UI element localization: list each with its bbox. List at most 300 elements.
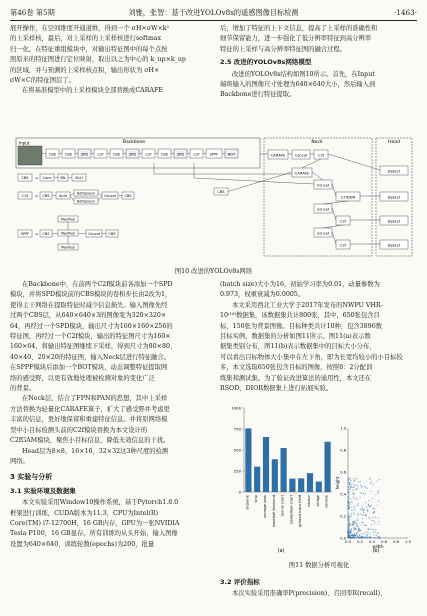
scatter-point (350, 516, 351, 517)
scatter-point (365, 502, 366, 503)
scatter-y-tick-label: 0.2 (340, 514, 346, 519)
scatter-point (357, 503, 358, 504)
scatter-point (374, 522, 375, 523)
scatter-point (359, 537, 360, 538)
scatter-point (371, 491, 372, 492)
scatter-point (367, 510, 368, 511)
scatter-point (356, 532, 357, 533)
scatter-point (369, 537, 370, 538)
scatter-point (354, 533, 355, 534)
scatter-point (365, 535, 366, 536)
paragraph-line: 本文实验采用Window10操作系统，基于Pytorch1.8.0 (22, 499, 179, 507)
scatter-point (356, 520, 357, 521)
scatter-point (349, 494, 350, 495)
scatter-point (351, 502, 352, 503)
header-rule (10, 20, 417, 21)
scatter-point (368, 528, 369, 529)
left-column-middle (10, 280, 206, 550)
scatter-point (351, 534, 352, 535)
scatter-point (351, 537, 352, 538)
bar-storage-tank (263, 437, 269, 492)
scatter-point (373, 520, 374, 521)
paragraph-line: 特征的上采样与高分辨率特征图的融合过程。 (220, 45, 346, 53)
bar-category-label: basketball court (289, 495, 294, 524)
scatter-point (367, 509, 368, 510)
scatter-point (368, 504, 369, 505)
scatter-point (353, 536, 354, 537)
scatter-x-tick-label: 0.2 (357, 540, 363, 544)
scatter-point (349, 482, 350, 483)
scatter-point (377, 492, 378, 493)
scatter-point (351, 480, 352, 481)
scatter-point (353, 486, 354, 487)
scatter-point (353, 523, 354, 524)
scatter-plot (335, 427, 412, 550)
paragraph-line: 模块，并将SPD模块前的CBS模块的卷积步长由2改为1， (10, 291, 172, 299)
bar-category-label: ground track field (298, 495, 303, 527)
scatter-point (352, 522, 353, 523)
scatter-point (377, 505, 378, 506)
backbone-block-label: CBS (48, 152, 57, 157)
scatter-point (377, 536, 378, 537)
scatter-point (348, 505, 349, 506)
scatter-point (356, 537, 357, 538)
scatter-point (349, 519, 350, 520)
scatter-point (375, 494, 376, 495)
scatter-point (361, 492, 362, 493)
scatter-point (370, 478, 371, 479)
scatter-point (377, 537, 378, 538)
paragraph-line: Tesla P100，16 GB显存。所有训练均从头开始，输入图像 (10, 530, 178, 538)
paragraph-line: 目标实例，数据集的分析如图11所示。图11(a)表示数 (220, 333, 371, 341)
scatter-point (359, 528, 360, 529)
scatter-point (362, 518, 363, 519)
scatter-point (360, 485, 361, 486)
scatter-y-tick-label: 1.0 (340, 426, 346, 431)
concat-2-text: Concat (316, 183, 330, 188)
paragraph-line: 归一化，在特征重组模块中，对输出特征图中的每个点按 (10, 45, 168, 53)
subfigure-a-label: (a) (277, 548, 285, 554)
scatter-point (378, 521, 379, 522)
scatter-point (353, 487, 354, 488)
scatter-point (354, 529, 355, 530)
paragraph-line: 特征图，再经过一个C2f模块，输出的特征图尺寸为160× (10, 333, 171, 341)
svg-text:MaxPool: MaxPool (60, 231, 76, 236)
paragraph-line: 丰富的信息，更好地保留和重建特征信息。并将原网络模 (10, 416, 168, 424)
scatter-point (347, 535, 348, 536)
scatter-point (379, 479, 380, 480)
backbone-block-label: C2f (145, 152, 152, 157)
scatter-point (378, 537, 379, 538)
scatter-point (353, 506, 354, 507)
paragraph-line: 照原来的特征图进行定位映射，取出以之为中心的 k_up×k_up (10, 56, 186, 64)
scatter-point (351, 487, 352, 488)
input-image-icon (18, 146, 42, 165)
paragraph-line: 10⁽¹⁶⁾数据集，该数据集共计800张，其中，650张包含目 (220, 312, 380, 320)
paragraph-line: σW×C的特征图层了。 (10, 77, 75, 85)
scatter-point (347, 497, 348, 498)
backbone-block-label: SPD (128, 152, 137, 157)
detect-1-text: Detect (387, 168, 401, 174)
scatter-x-label: width (372, 544, 384, 549)
scatter-point (358, 527, 359, 528)
svg-text:Bottleneck: Bottleneck (76, 191, 96, 196)
backbone-block-label: SPPF (209, 152, 219, 157)
svg-text:MaxPool: MaxPool (60, 245, 76, 250)
scatter-point (363, 493, 364, 494)
scatter-point (348, 492, 349, 493)
svg-text:CBS: CBS (42, 194, 50, 198)
scatter-point (354, 522, 355, 523)
scatter-point (358, 481, 359, 482)
scatter-point (356, 525, 357, 526)
svg-text:Split: Split (59, 194, 67, 198)
head-label: Head (388, 140, 400, 145)
scatter-point (363, 522, 364, 523)
scatter-point (361, 524, 362, 525)
paragraph-line: C2fGAM模块，聚焦小目标信息，降低无效信息的干扰。 (10, 437, 170, 445)
neck-label: Neck (311, 140, 323, 145)
svg-text:Concat: Concat (104, 194, 116, 198)
scatter-point (366, 507, 367, 508)
paragraph-line: 络的感受野，以更有效地处理被检测对象的变化广泛 (10, 374, 155, 382)
paragraph-line: 在Neck层，结合了FPN和PAN的思想，其中上采样 (22, 395, 168, 403)
scatter-point (360, 481, 361, 482)
right-column-top (220, 24, 418, 101)
bar-y-tick-label: 500 (233, 447, 241, 453)
carafe-2-text: CARAFE (294, 170, 310, 176)
scatter-point (376, 535, 377, 536)
scatter-point (360, 514, 361, 515)
scatter-point (353, 512, 354, 513)
scatter-point (367, 537, 368, 538)
scatter-point (347, 519, 348, 520)
scatter-point (363, 512, 364, 513)
scatter-point (349, 525, 350, 526)
svg-text:CBS: CBS (42, 232, 50, 236)
backbone-block-label: C2f (97, 152, 104, 157)
bar-category-label: tennis court (280, 495, 285, 517)
section-heading-3: 3 实验与分析 (10, 473, 53, 482)
scatter-point (350, 477, 351, 478)
scatter-point (349, 497, 350, 498)
svg-text:=: = (35, 231, 39, 236)
scatter-point (358, 513, 359, 514)
paragraph-line: 的背景。 (10, 385, 36, 393)
paragraph-line: 在SPPF模块后添加一个BOT模块，动态调整特征提取网 (10, 364, 168, 372)
scatter-point (355, 489, 356, 490)
paragraph-line: (batch size)大小为16，初始学习率为0.01，动量参数为 (220, 281, 380, 288)
scatter-point (354, 513, 355, 514)
scatter-point (348, 507, 349, 508)
bar-y-tick-label: 250 (233, 468, 241, 474)
scatter-point (348, 527, 349, 528)
backbone-block-label: BOT (227, 152, 236, 157)
scatter-point (354, 478, 355, 479)
figure-10-diagram (14, 134, 414, 260)
paragraph-line: 的区域，并与预测的上采样核点积，输出形状为 σH× (10, 66, 160, 74)
legend-cbs (18, 174, 86, 181)
scatter-point (368, 505, 369, 506)
scatter-point (350, 533, 351, 534)
scatter-point (365, 486, 366, 487)
paragraph-line: 框架进行训练，CUDA版本为11.3，CPU为Intel(R) (10, 509, 159, 517)
scatter-point (347, 517, 348, 518)
svg-text:SPPF: SPPF (20, 232, 30, 236)
bar-tennis-court (281, 448, 287, 492)
scatter-point (362, 506, 363, 507)
backbone-block-label: CBS (112, 152, 121, 157)
backbone-block-label: C2f (193, 152, 200, 157)
paragraph-line: RSOD、DIOR数据集上进行拓展实验。 (220, 385, 333, 393)
scatter-point (375, 516, 376, 517)
scatter-point (349, 508, 350, 509)
scatter-point (372, 513, 373, 514)
scatter-point (370, 483, 371, 484)
scatter-point (372, 517, 373, 518)
scatter-point (375, 531, 376, 532)
scatter-point (357, 536, 358, 537)
paragraph-line: 可以看出目标物体大小集中在左下角，即为长宽均较小的小目标较 (220, 353, 403, 361)
scatter-point (348, 487, 349, 488)
bar-basketball-court (289, 479, 295, 492)
svg-text:Concat: Concat (88, 232, 100, 236)
paragraph-line: 64，再经过一个SPD模块，输出尺寸为160×160×256的 (10, 322, 173, 330)
scatter-point (375, 529, 376, 530)
concat-1-text: Concat (294, 153, 308, 158)
scatter-point (373, 529, 374, 530)
scatter-point (373, 534, 374, 535)
scatter-point (357, 518, 358, 519)
left-column-top (10, 24, 206, 97)
scatter-point (355, 527, 356, 528)
scatter-y-tick-label: 0.8 (340, 448, 346, 453)
scatter-point (351, 513, 352, 514)
scatter-point (362, 537, 363, 538)
input-label: Input (19, 140, 30, 146)
bar-category-label: airplane (245, 495, 250, 510)
scatter-point (355, 484, 356, 485)
scatter-point (365, 493, 366, 494)
scatter-point (369, 536, 370, 537)
scatter-point (356, 523, 357, 524)
scatter-point (366, 515, 367, 516)
paragraph-line: 160×64，将输出特征图继续下采样，得到尺寸为80×80、 (10, 343, 177, 351)
scatter-x-tick-label: 1.0 (405, 540, 411, 544)
scatter-point (370, 533, 371, 534)
scatter-point (369, 518, 370, 519)
svg-text:Bottleneck: Bottleneck (76, 199, 96, 204)
bar-baseball-diamond (272, 459, 278, 492)
scatter-point (348, 478, 349, 479)
running-header (10, 6, 417, 20)
bar-airplane (245, 428, 251, 492)
scatter-point (374, 511, 375, 512)
scatter-point (348, 529, 349, 530)
scatter-point (349, 528, 350, 529)
concat-4-text: Concat (316, 231, 330, 236)
scatter-point (361, 522, 362, 523)
svg-text:CBS: CBS (21, 176, 29, 180)
section-heading-3-1: 3.1 实验环境及数据集 (10, 486, 76, 495)
paragraph-line: 端将输入的图像尺寸处理为640×640大小，然后输入到 (220, 81, 376, 89)
scatter-point (351, 529, 352, 530)
scatter-point (354, 480, 355, 481)
scatter-point (348, 516, 349, 517)
paragraph-line: 的上采样核，最后，对上采样的上采样核进行softmax (10, 35, 162, 43)
scatter-point (364, 509, 365, 510)
paragraph-line: 设置为640×640，训练轮数(epochs)为200，批量 (10, 540, 155, 548)
paragraph-line: 型中小目标检测头前的C2f模块替换为本文设计的 (10, 426, 148, 434)
c2f-neck-3-text: C2f (339, 242, 347, 248)
scatter-point (348, 490, 349, 491)
paragraph-line: 过两个CBS层，从640×640×3的图像变为320×320× (10, 312, 167, 320)
paragraph-line: 细节保留能力，进一步强化了低分辨率特征到高分辨率 (220, 35, 372, 43)
scatter-point (364, 532, 365, 533)
scatter-x-tick-label: 0.0 (345, 540, 351, 544)
scatter-point (353, 493, 354, 494)
page-number: ·1463· (394, 8, 417, 17)
scatter-point (366, 537, 367, 538)
bar-y-tick-label: 0 (238, 489, 241, 495)
scatter-point (355, 536, 356, 537)
scatter-point (349, 524, 350, 525)
scatter-point (348, 513, 349, 514)
scatter-point (353, 535, 354, 536)
paragraph-line: 练集和测试集。为了验证改进算法的通用性，本文还在 (220, 374, 372, 382)
scatter-point (348, 496, 349, 497)
scatter-point (366, 531, 367, 532)
scatter-point (357, 533, 358, 534)
scatter-y-tick-label: 0.6 (340, 470, 346, 475)
scatter-point (371, 520, 372, 521)
scatter-point (359, 530, 360, 531)
bar-category-label: harbor (307, 495, 311, 507)
scatter-point (373, 484, 374, 485)
cbs-neck-text: CBS (217, 190, 225, 194)
legend-sppf (18, 216, 118, 250)
scatter-point (363, 515, 364, 516)
scatter-point (370, 506, 371, 507)
bar-y-tick-label: 1000 (231, 405, 241, 411)
scatter-point (367, 488, 368, 489)
bar-vehicle (325, 442, 331, 492)
scatter-point (373, 532, 374, 533)
scatter-point (348, 482, 349, 483)
detect-3-text: Detect (387, 218, 401, 224)
bar-ground-track-field (298, 478, 304, 492)
scatter-point (371, 481, 372, 482)
paragraph-line: 40×40、20×20的特征图，输入Neck层进行特征融合。 (10, 353, 170, 361)
svg-text:SiLU: SiLU (75, 176, 83, 180)
svg-text:MaxPool: MaxPool (60, 217, 76, 222)
scatter-point (347, 491, 348, 492)
section-heading-3-2: 3.2 评价指标 (220, 578, 260, 586)
bar-chart (231, 406, 332, 527)
right-column-bottom (220, 575, 418, 600)
paragraph-line: 后，增加了特征的上下文信息，提高了上采样的准确性和 (220, 25, 378, 32)
scatter-point (349, 478, 350, 479)
legend-c2f (18, 190, 134, 204)
paragraph-line: 标，150张为背景图像。目标种类共计10种，包含3896数 (220, 322, 382, 330)
scatter-point (378, 490, 379, 491)
scatter-point (364, 486, 365, 487)
scatter-point (348, 534, 349, 535)
scatter-point (356, 478, 357, 479)
detect-2-text: Detect (387, 194, 401, 200)
scatter-point (360, 497, 361, 498)
scatter-point (350, 499, 351, 500)
figure-11-caption: 图11 数据分析可视化 (288, 562, 350, 569)
scatter-point (356, 497, 357, 498)
scatter-point (374, 508, 375, 509)
scatter-point (362, 509, 363, 510)
scatter-point (353, 481, 354, 482)
scatter-point (357, 488, 358, 489)
scatter-point (361, 486, 362, 487)
scatter-point (358, 537, 359, 538)
figure-11-charts (226, 400, 412, 570)
scatter-point (363, 510, 364, 511)
scatter-point (351, 509, 352, 510)
scatter-point (359, 531, 360, 532)
scatter-point (350, 530, 351, 531)
scatter-point (366, 525, 367, 526)
c2f-neck-2-text: C2f (339, 218, 347, 224)
scatter-y-tick-label: 0.4 (340, 492, 346, 497)
svg-text:=: = (35, 193, 39, 198)
scatter-point (351, 484, 352, 485)
paragraph-line: 使得主干网络在提取特征时减少信息损失。输入图像先经 (10, 301, 168, 309)
backbone-block-label: SPD (176, 152, 185, 157)
scatter-point (368, 517, 369, 518)
scatter-point (349, 502, 350, 503)
paragraph-line: 多，本文选取650张包含目标的图像，按照8：2分配训 (220, 364, 373, 372)
scatter-point (372, 529, 373, 530)
scatter-point (361, 487, 362, 488)
scatter-point (378, 517, 379, 518)
scatter-point (364, 525, 365, 526)
scatter-point (377, 533, 378, 534)
right-column-middle (220, 280, 418, 394)
scatter-point (348, 502, 349, 503)
scatter-point (352, 492, 353, 493)
scatter-point (365, 515, 366, 516)
scatter-x-tick-label: 0.4 (369, 540, 375, 544)
scatter-x-tick-label: 0.6 (381, 540, 387, 544)
svg-text:C2f: C2f (21, 194, 29, 198)
paragraph-line: 网络。 (10, 457, 29, 465)
scatter-point (349, 536, 350, 537)
paragraph-line: 展开操作，在空间维度开通道维，得到一个 σH×σW×k² (10, 25, 170, 32)
bar-category-label: ship (254, 495, 259, 503)
backbone-block-label: SPD (80, 152, 89, 157)
svg-text:Conv: Conv (42, 176, 52, 180)
paragraph-line: 在将基准模型中的上采样模块全部替换成CARAFE (22, 87, 163, 95)
bar-ship (254, 467, 260, 492)
scatter-y-tick-label: 0.0 (340, 536, 346, 541)
scatter-point (361, 537, 362, 538)
scatter-y-label: height (335, 476, 340, 490)
svg-text:BN: BN (60, 176, 66, 180)
backbone-label: Backbone (122, 140, 146, 145)
scatter-point (376, 481, 377, 482)
scatter-point (357, 485, 358, 486)
scatter-point (359, 534, 360, 535)
scatter-point (369, 528, 370, 529)
scatter-point (368, 500, 369, 501)
paragraph-line: 0.973，权重衰减为0.0005。 (220, 291, 305, 299)
